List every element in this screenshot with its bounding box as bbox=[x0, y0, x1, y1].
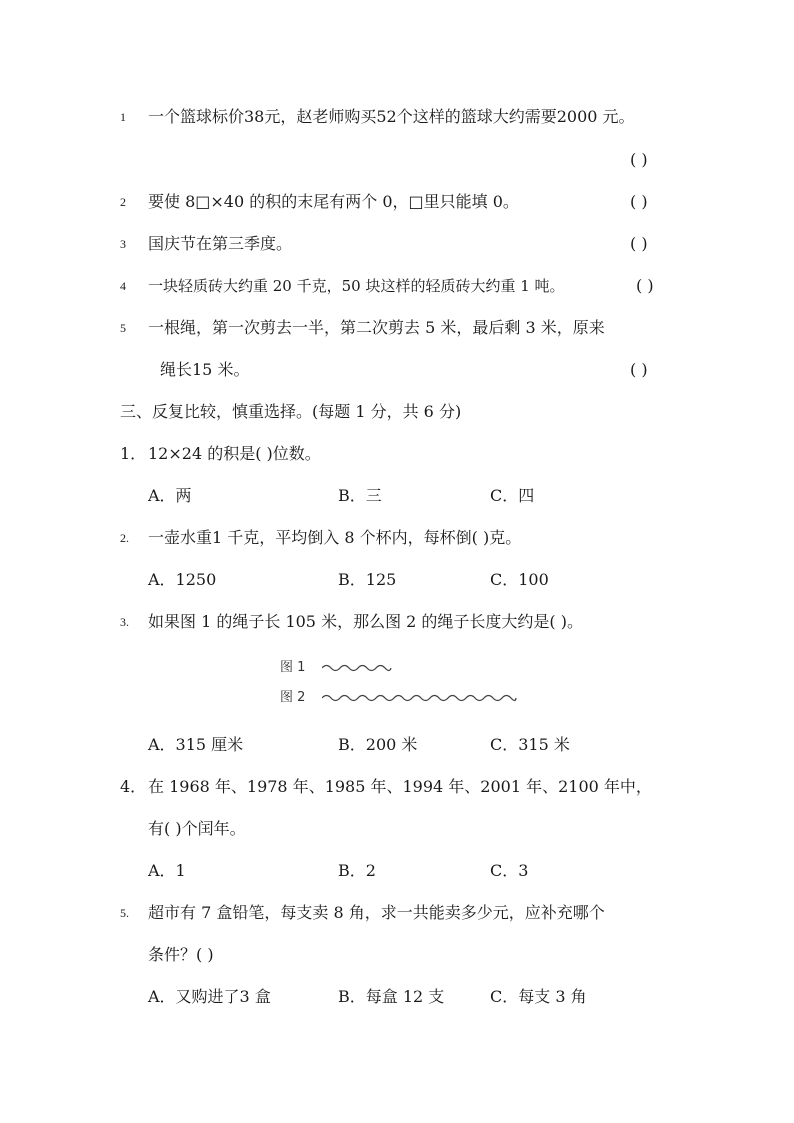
figure-2-label: 图 2 bbox=[280, 690, 306, 705]
choice-2-option-a[interactable]: A．1250 bbox=[148, 570, 217, 589]
choice-2-option-b[interactable]: B．125 bbox=[338, 570, 397, 589]
choice-3-question: 如果图 1 的绳子长 105 米，那么图 2 的绳子长度大约是( )。 bbox=[148, 612, 583, 631]
choice-3-option-b[interactable]: B．200 米 bbox=[338, 735, 418, 754]
choice-5-question-cont: 条件？( ) bbox=[148, 945, 214, 964]
choice-4-number: 4． bbox=[120, 777, 147, 796]
choice-5-option-c[interactable]: C．每支 3 角 bbox=[490, 987, 587, 1006]
choice-5-option-b[interactable]: B．每盒 12 支 bbox=[338, 987, 445, 1006]
choice-1-question: 12×24 的积是( )位数。 bbox=[148, 444, 321, 463]
choice-4-question-cont: 有( )个闰年。 bbox=[148, 819, 246, 838]
judge-item-5-number: 5 bbox=[120, 321, 126, 335]
choice-5-question: 超市有 7 盒铅笔，每支卖 8 角，求一共能卖多少元，应补充哪个 bbox=[148, 903, 605, 922]
choice-1-option-a[interactable]: A．两 bbox=[148, 486, 192, 505]
judge-item-1-number: 1 bbox=[120, 110, 126, 124]
judge-item-3-number: 3 bbox=[120, 237, 126, 251]
figure-1-label: 图 1 bbox=[280, 660, 306, 675]
choice-3-option-c[interactable]: C．315 米 bbox=[490, 735, 570, 754]
choice-2-number: 2. bbox=[120, 531, 129, 545]
figure-2-rope bbox=[322, 691, 518, 705]
figure-1-rope bbox=[322, 661, 394, 675]
judge-item-4-number: 4 bbox=[120, 279, 126, 293]
choice-1-option-c[interactable]: C．四 bbox=[490, 486, 535, 505]
judge-item-4-text: 一块轻质砖大约重 20 千克，50 块这样的轻质砖大约重 1 吨。 bbox=[148, 277, 565, 295]
judge-item-2-text: 要使 8□×40 的积的末尾有两个 0，□里只能填 0。 bbox=[148, 192, 519, 211]
choice-1-number: 1． bbox=[120, 444, 147, 463]
judge-item-5-answer-paren[interactable]: ( ) bbox=[630, 360, 648, 379]
choice-3-number: 3. bbox=[120, 615, 129, 629]
choice-5-option-a[interactable]: A．又购进了3 盒 bbox=[148, 987, 271, 1006]
section-3-heading: 三、反复比较，慎重选择。(每题 1 分，共 6 分) bbox=[120, 402, 462, 421]
judge-item-4-answer-paren[interactable]: ( ) bbox=[636, 276, 654, 295]
choice-4-option-b[interactable]: B．2 bbox=[338, 861, 376, 880]
judge-item-5-text-cont: 绳长15 米。 bbox=[160, 360, 250, 379]
judge-item-2-number: 2 bbox=[120, 195, 126, 209]
choice-1-option-b[interactable]: B．三 bbox=[338, 486, 382, 505]
judge-item-2-answer-paren[interactable]: ( ) bbox=[630, 192, 648, 211]
judge-item-1-answer-paren[interactable]: ( ) bbox=[630, 150, 648, 169]
choice-3-option-a[interactable]: A．315 厘米 bbox=[148, 735, 244, 754]
choice-4-option-a[interactable]: A．1 bbox=[148, 861, 186, 880]
choice-2-question: 一壶水重1 千克，平均倒入 8 个杯内，每杯倒( )克。 bbox=[148, 528, 522, 547]
choice-4-question: 在 1968 年、1978 年、1985 年、1994 年、2001 年、2100 年中， bbox=[148, 777, 652, 796]
judge-item-3-text: 国庆节在第三季度。 bbox=[148, 234, 293, 253]
judge-item-5-text: 一根绳，第一次剪去一半，第二次剪去 5 米，最后剩 3 米，原来 bbox=[148, 318, 605, 337]
judge-item-3-answer-paren[interactable]: ( ) bbox=[630, 234, 648, 253]
choice-2-option-c[interactable]: C．100 bbox=[490, 570, 549, 589]
judge-item-1-text: 一个篮球标价38元，赵老师购买52个这样的篮球大约需要2000 元。 bbox=[148, 107, 635, 126]
choice-4-option-c[interactable]: C．3 bbox=[490, 861, 529, 880]
choice-5-number: 5. bbox=[120, 906, 129, 920]
